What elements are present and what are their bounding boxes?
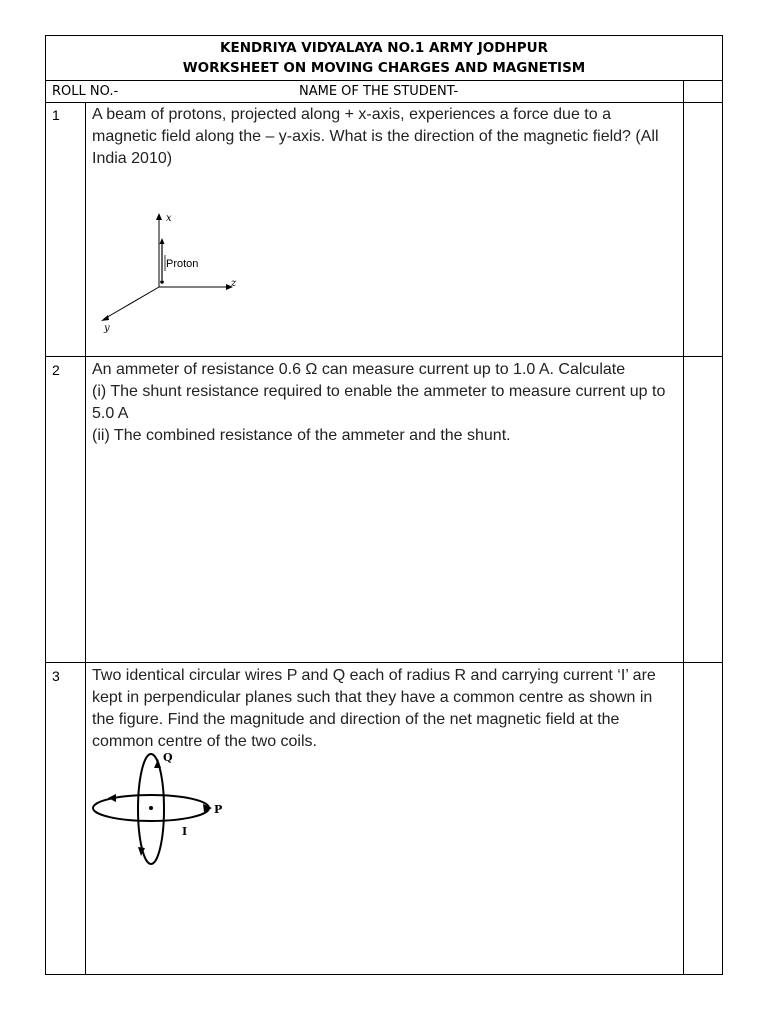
y-axis-label: y (104, 323, 110, 334)
coil-p-label: P (214, 803, 223, 816)
question-row-2 (46, 357, 722, 663)
question-line: (ii) The combined resistance of the ammeter and the shunt. (92, 427, 511, 444)
question-text (92, 359, 676, 447)
column-divider (683, 102, 684, 356)
column-divider (683, 663, 684, 974)
question-text: A beam of protons, projected along + x-axis, experiences a force due to a magnetic field along the – y-axis. What is the direction of the magnetic field? (All India 2010) (92, 106, 659, 167)
proton-label: Proton (166, 258, 199, 270)
school-name: KENDRIYA VIDYALAYA NO.1 ARMY JODHPUR (220, 40, 548, 56)
z-axis-label: z (231, 278, 237, 289)
question-row-3 (46, 663, 722, 974)
column-divider (85, 102, 86, 356)
student-name-label: NAME OF THE STUDENT- (299, 84, 459, 99)
student-info-row (46, 81, 722, 103)
circular-coils-figure (86, 751, 236, 871)
column-divider (683, 81, 684, 102)
worksheet-header (46, 36, 722, 81)
question-line: (i) The shunt resistance required to enable the ammeter to measure current up to 5.0 A (92, 383, 666, 422)
coil-q-label: Q (163, 751, 173, 764)
question-row-1 (46, 102, 722, 357)
proton-axes-figure (96, 207, 276, 337)
worksheet-table (45, 35, 723, 975)
roll-no-label: ROLL NO.- (52, 84, 119, 99)
current-label: I (182, 825, 188, 838)
question-number: 3 (52, 668, 60, 684)
column-divider (85, 357, 86, 662)
x-axis-label: x (166, 213, 172, 224)
question-text: Two identical circular wires P and Q each of radius R and carrying current ‘I’ are kept in perpendicular planes such that they have a common centre as shown in the figure. Find the magnitude and direction of the net magnetic field at the common centre of the two coils. (92, 667, 656, 750)
question-line: An ammeter of resistance 0.6 Ω can measure current up to 1.0 A. Calculate (92, 361, 626, 378)
question-number: 2 (52, 362, 60, 378)
question-number: 1 (52, 107, 60, 123)
column-divider (683, 357, 684, 662)
worksheet-title: WORKSHEET ON MOVING CHARGES AND MAGNETISM (182, 60, 586, 76)
